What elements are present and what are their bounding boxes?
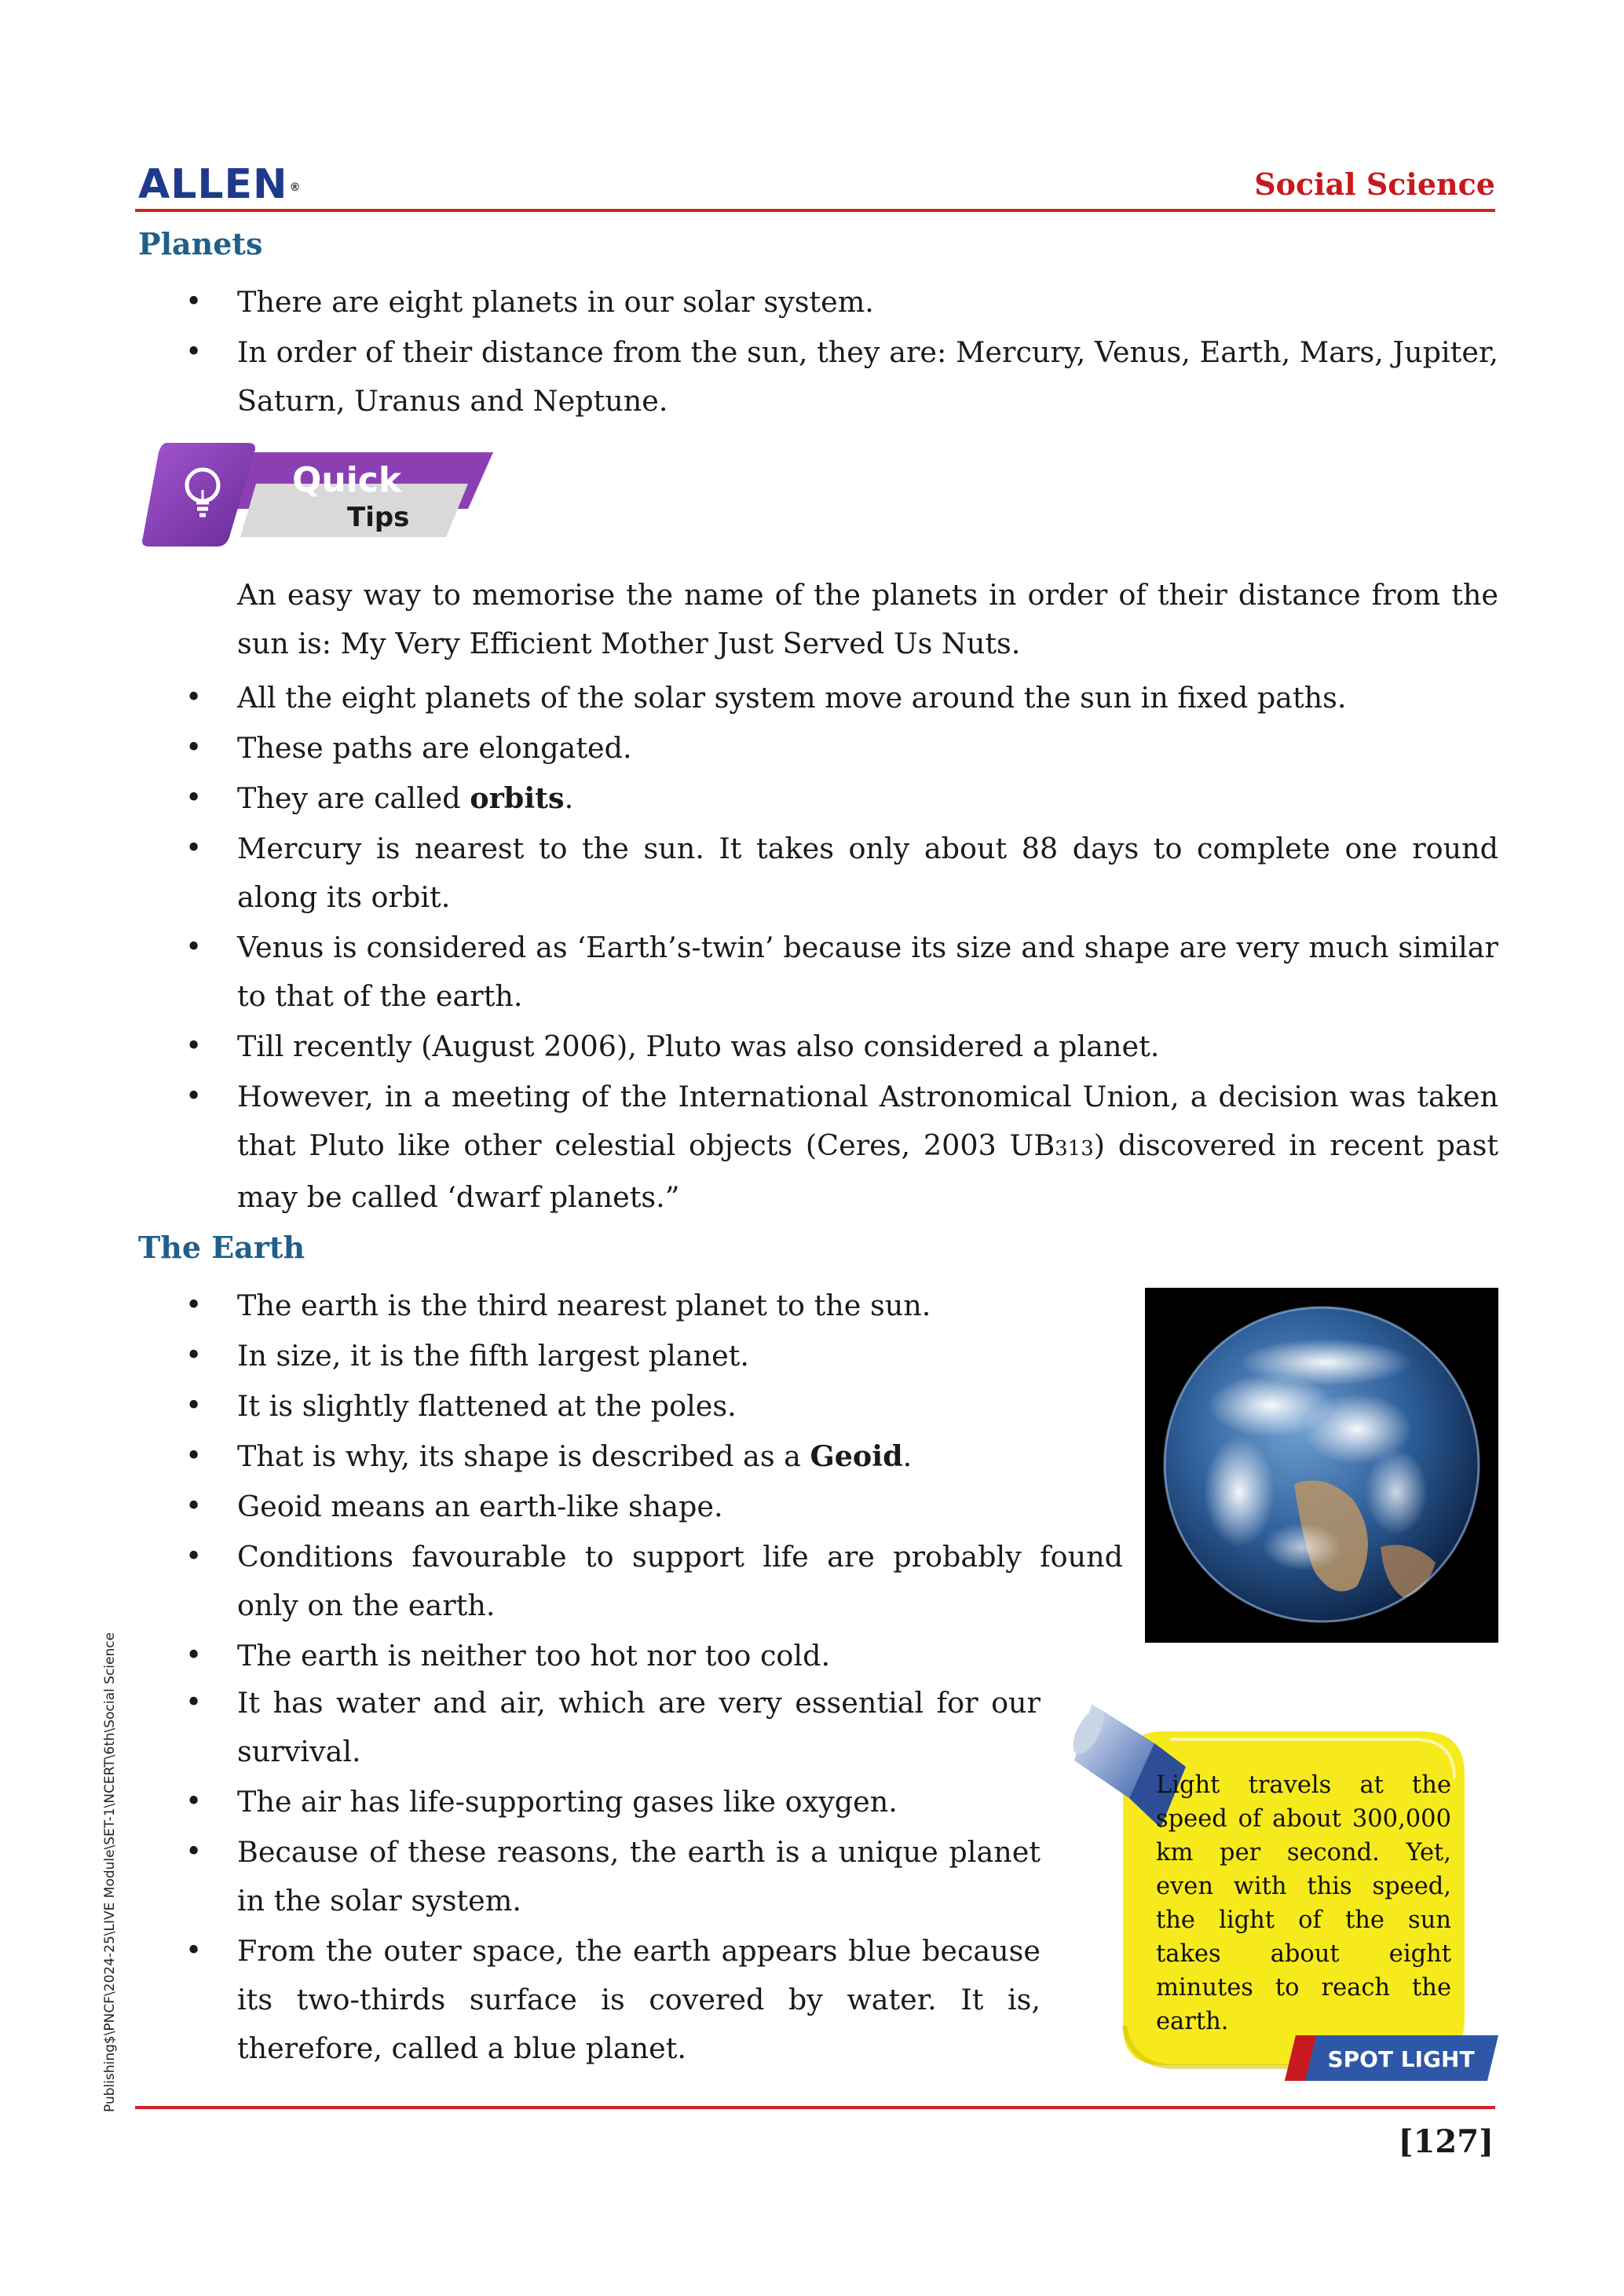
list-item: • From the outer space, the earth appears blue because its two-thirds surface is covered by water. It is, therefore, called a blue planet. [181,1927,1041,2073]
spotlight-badge-label: SPOT LIGHT [1327,2046,1475,2072]
list-item: • These paths are elongated. [181,724,1498,773]
orbits-list [181,674,1498,1223]
list-item: • In size, it is the fifth largest planet. [181,1332,1123,1380]
list-item: • All the eight planets of the solar system move around the sun in fixed paths. [181,674,1498,722]
list-item: • Geoid means an earth-like shape. [181,1483,1123,1531]
quick-tips-badge [138,437,499,554]
earth-list-bottom [181,1679,1041,2075]
geoid-term: Geoid [810,1439,903,1473]
list-item: • In order of their distance from the sun, they are: Mercury, Venus, Earth, Mars, Jupiter, Saturn, Uranus and Neptune. [181,328,1498,426]
orbits-suffix: . [564,781,574,815]
list-item: • Mercury is nearest to the sun. It takes only about 88 days to complete one round along its orbit. [181,824,1498,922]
registered-mark: ® [289,181,302,194]
geoid-suffix: . [902,1439,913,1473]
spotlight-text: Light travels at the speed of about 300,000 km per second. Yet, even with this speed, the light of the sun takes about eight minutes to reach the earth. [1156,1771,1451,2035]
list-item: • It is slightly flattened at the poles. [181,1382,1123,1431]
side-file-path: Publishing$\PNCF\2024-25\LIVE Module\SET-1\NCERT\6th\Social Science [102,1632,118,2112]
list-item: • Conditions favourable to support life are probably found only on the earth. [181,1533,1123,1630]
header-rule [135,209,1495,212]
orbits-prefix: They are called [237,781,470,815]
list-item: • Till recently (August 2006), Pluto was also considered a planet. [181,1022,1498,1071]
orbits-term: orbits [470,781,565,815]
list-item: • The air has life-supporting gases like oxygen. [181,1778,1041,1826]
quick-tip-text: An easy way to memorise the name of the planets in order of their distance from the sun is: My Very Efficient Mother Just Served Us Nuts. [237,578,1498,660]
earth-list-top [181,1281,1123,1682]
spotlight-badge [1285,2035,1498,2081]
subject-title: Social Science [1254,166,1495,202]
footer-rule [135,2106,1495,2109]
tips-label: Tips [347,502,410,533]
iau-text-end: ) discovered in recent past may be called ‘dwarf planets.” [237,1128,1498,1214]
list-item: • There are eight planets in our solar system. [181,278,1498,327]
page-number: [127] [1398,2123,1494,2160]
ub-subscript: 313 [1055,1137,1094,1161]
list-item: • The earth is the third nearest planet to the sun. [181,1281,1123,1330]
earth-image [1145,1288,1498,1643]
list-item: • Venus is considered as ‘Earth’s-twin’ because its size and shape are very much similar to that of the earth. [181,923,1498,1021]
list-item [181,1432,1123,1481]
logo-text: ALLEN [138,161,288,208]
earth-heading: The Earth [138,1230,305,1265]
planets-heading: Planets [138,226,263,261]
list-item [181,1073,1498,1222]
allen-logo [138,161,300,208]
iau-text: However, in a meeting of the International Astronomical Union, a decision was taken that Pluto like other celestial objects (Ceres, 2003 UB [237,1080,1498,1162]
list-item: • Because of these reasons, the earth is a unique planet in the solar system. [181,1828,1041,1925]
geoid-prefix: That is why, its shape is described as a [237,1439,810,1473]
quick-label: Quick [292,460,402,500]
list-item: • It has water and air, which are very essential for our survival. [181,1679,1041,1776]
list-item: • The earth is neither too hot nor too cold. [181,1632,1123,1680]
list-item [181,774,1498,823]
planets-list [181,278,1498,427]
